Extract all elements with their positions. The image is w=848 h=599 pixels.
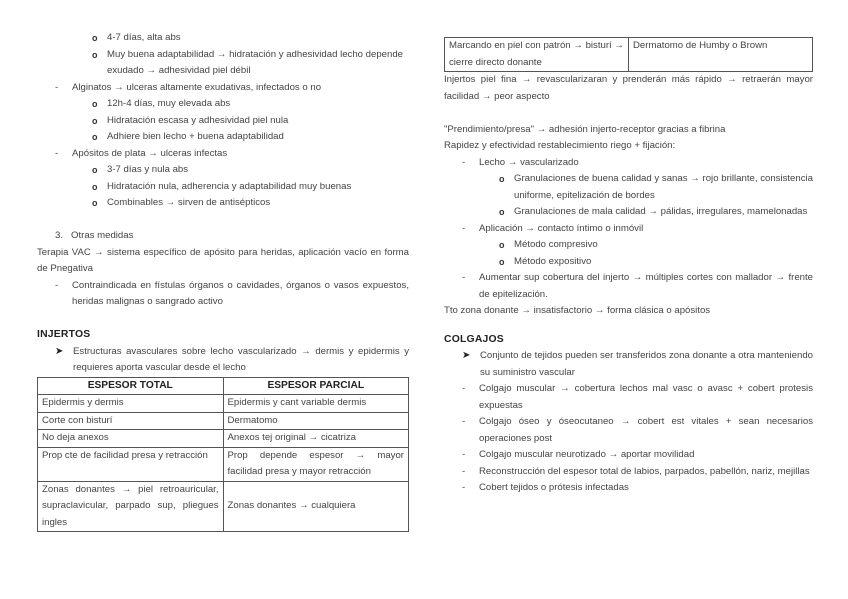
- list-item: [37, 80, 409, 97]
- list-item: [444, 270, 813, 303]
- list-item-text: Método expositivo: [514, 255, 592, 267]
- alginatos-text: Alginatos → ulceras altamente exudativas, infectados o no: [72, 81, 322, 93]
- list-item: [37, 113, 409, 130]
- list-item: [37, 96, 409, 113]
- table-row: [38, 395, 409, 413]
- dash-marker: -: [462, 156, 466, 168]
- table-cell: Zonas donantes → piel retroauricular, supraclavicular, parpado sup, pliegues ingles: [38, 481, 224, 532]
- list-item-text: Método compresivo: [514, 239, 598, 250]
- otras-title: Otras medidas: [71, 230, 134, 241]
- bullet-circle-icon: o: [499, 240, 505, 250]
- tto-text: Tto zona donante → insatisfactorio → forma clásica o apósitos: [444, 305, 711, 316]
- dash-marker: -: [55, 147, 59, 159]
- dash-marker: -: [462, 222, 466, 234]
- number-marker: 3.: [55, 230, 64, 241]
- spacer: [37, 311, 409, 328]
- piel-fina-paragraph: Injertos piel fina → revascularizaran y prenderán más rápido → retraerán mayor facilidad → peor aspecto: [444, 74, 813, 102]
- list-item-text: Combinables → sirven de antisépticos: [107, 197, 271, 208]
- aumentar-text: Aumentar sup cobertura del injerto → múltiples cortes con mallador → frente de epitelización.: [479, 272, 813, 300]
- spacer: [37, 212, 409, 229]
- list-item: [37, 47, 409, 80]
- list-item-text: Granulaciones de buena calidad y sanas → rojo brillante, consistencia uniforme, epitelización de bordes: [514, 173, 813, 201]
- list-item-text: Muy buena adaptabilidad → hidratación y adhesividad lecho depende exudado → adhesividad piel débil: [107, 48, 404, 76]
- list-item: [37, 344, 409, 377]
- table-cell: Dermatomo: [223, 412, 409, 430]
- list-item: [444, 221, 813, 238]
- list-item: [444, 171, 813, 204]
- table-header: ESPESOR TOTAL: [38, 377, 224, 395]
- bullet-circle-icon: o: [92, 181, 98, 192]
- list-item-text: Granulaciones de mala calidad → pálidas, irregulares, mamelonadas: [514, 206, 808, 217]
- table-row: [38, 430, 409, 448]
- table-row: [38, 447, 409, 481]
- vac-paragraph: Terapia VAC → sistema específico de apósito para heridas, aplicación vacío en forma de Pnegativa: [37, 246, 409, 274]
- list-item-text: 4-7 días, alta abs: [107, 32, 181, 43]
- table-row: [445, 38, 813, 72]
- bullet-circle-icon: o: [92, 198, 98, 208]
- dash-marker: -: [462, 383, 466, 394]
- table-cell: Prop depende espesor → mayor facilidad presa y mayor retracción: [223, 447, 409, 481]
- aplicacion-text: Aplicación → contacto íntimo o inmóvil: [479, 222, 644, 234]
- injertos-table: [37, 377, 409, 533]
- list-item: [444, 464, 813, 481]
- right-column: [444, 37, 813, 497]
- table-cell: Marcando en piel con patrón → bisturí → cierre directo donante: [445, 38, 629, 72]
- list-item: [37, 129, 409, 146]
- table-header: ESPESOR PARCIAL: [223, 377, 409, 395]
- bullet-circle-icon: o: [92, 33, 98, 43]
- list-item-text: Adhiere bien lecho + buena adaptabilidad: [107, 131, 284, 142]
- list-item: [37, 162, 409, 179]
- list-item-text: Hidratación escasa y adhesividad piel nula: [107, 114, 289, 126]
- list-item: [37, 278, 409, 311]
- colgajos-heading: COLGAJOS: [444, 333, 504, 345]
- dash-marker: -: [462, 272, 466, 283]
- list-item: [444, 381, 813, 414]
- table-row: [38, 412, 409, 430]
- list-item-text: Colgajo óseo y óseocutaneo → cobert est vitales + sean necesarios operaciones post: [479, 416, 813, 444]
- list-item: [37, 146, 409, 163]
- table-cell: Dermatomo de Humby o Brown: [629, 38, 813, 72]
- injertos-table-continued: [444, 37, 813, 72]
- list-item-text: Cobert tejidos o prótesis infectadas: [479, 482, 629, 493]
- list-item: [444, 254, 813, 271]
- bullet-circle-icon: o: [499, 207, 505, 217]
- spacer: [444, 320, 813, 332]
- colgajos-intro: Conjunto de tejidos pueden ser transferidos zona donante a otra manteniendo su suministro vascular: [480, 350, 813, 378]
- bullet-circle-icon: o: [92, 132, 98, 142]
- vac-contra-text: Contraindicada en fístulas órganos o cavidades, órganos o vasos expuestos, heridas malignas o sangrado activo: [72, 279, 409, 307]
- list-item: [37, 195, 409, 212]
- spacer: [444, 105, 813, 122]
- injertos-heading: INJERTOS: [37, 329, 91, 340]
- list-item: [444, 447, 813, 464]
- prendimiento-text: "Prendimiento/presa" → adhesión injerto-receptor gracias a fibrina: [444, 123, 726, 135]
- list-item: [444, 348, 813, 381]
- table-cell: Epidermis y dermis: [38, 395, 224, 413]
- list-item: [37, 179, 409, 196]
- table-cell: Epidermis y cant variable dermis: [223, 395, 409, 413]
- arrow-bullet-icon: ➤: [55, 345, 64, 357]
- list-item: [444, 155, 813, 172]
- list-item: [444, 237, 813, 254]
- dash-marker: -: [55, 81, 59, 93]
- plata-text: Apósitos de plata → ulceras infectas: [72, 147, 228, 159]
- table-cell: Corte con bisturí: [38, 412, 224, 430]
- bullet-circle-icon: o: [92, 99, 98, 109]
- table-cell: Anexos tej original → cicatriza: [223, 430, 409, 448]
- list-item-text: 3-7 días y nula abs: [107, 164, 189, 175]
- numbered-heading: [37, 228, 409, 245]
- bullet-circle-icon: o: [92, 165, 98, 175]
- table-row: [38, 481, 409, 532]
- bullet-circle-icon: o: [499, 174, 505, 184]
- injertos-intro: Estructuras avasculares sobre lecho vascularizado → dermis y epidermis y requieres aporta vascular desde el lecho: [73, 345, 409, 373]
- table-header-row: [38, 377, 409, 395]
- table-cell: Zonas donantes → cualquiera: [223, 481, 409, 532]
- list-item: [444, 204, 813, 221]
- bullet-circle-icon: o: [92, 49, 98, 60]
- dash-marker: -: [55, 279, 59, 291]
- left-column: [37, 30, 409, 532]
- bullet-circle-icon: o: [92, 115, 98, 126]
- lecho-text: Lecho → vascularizado: [479, 156, 579, 168]
- list-item-text: Reconstrucción del espesor total de labios, parpados, pabellón, nariz, mejillas: [479, 465, 810, 477]
- list-item: [444, 480, 813, 497]
- dash-marker: -: [462, 449, 466, 460]
- bullet-circle-icon: o: [499, 256, 505, 267]
- dash-marker: -: [462, 465, 466, 477]
- list-item-text: 12h-4 días, muy elevada abs: [107, 98, 231, 109]
- table-cell: No deja anexos: [38, 430, 224, 448]
- list-item-text: Colgajo muscular neurotizado → aportar movilidad: [479, 449, 695, 460]
- dash-marker: -: [462, 482, 466, 493]
- dash-marker: -: [462, 416, 466, 427]
- arrow-bullet-icon: ➤: [462, 350, 471, 361]
- list-item: [444, 414, 813, 447]
- list-item-text: Hidratación nula, adherencia y adaptabilidad muy buenas: [107, 180, 352, 192]
- rapidez-text: Rapidez y efectividad restablecimiento riego + fijación:: [444, 140, 676, 151]
- list-item-text: Colgajo muscular → cobertura lechos mal vasc o avasc + cobert protesis expuestas: [479, 383, 813, 411]
- list-item: [37, 30, 409, 47]
- table-cell: Prop cte de facilidad presa y retracción: [38, 447, 224, 481]
